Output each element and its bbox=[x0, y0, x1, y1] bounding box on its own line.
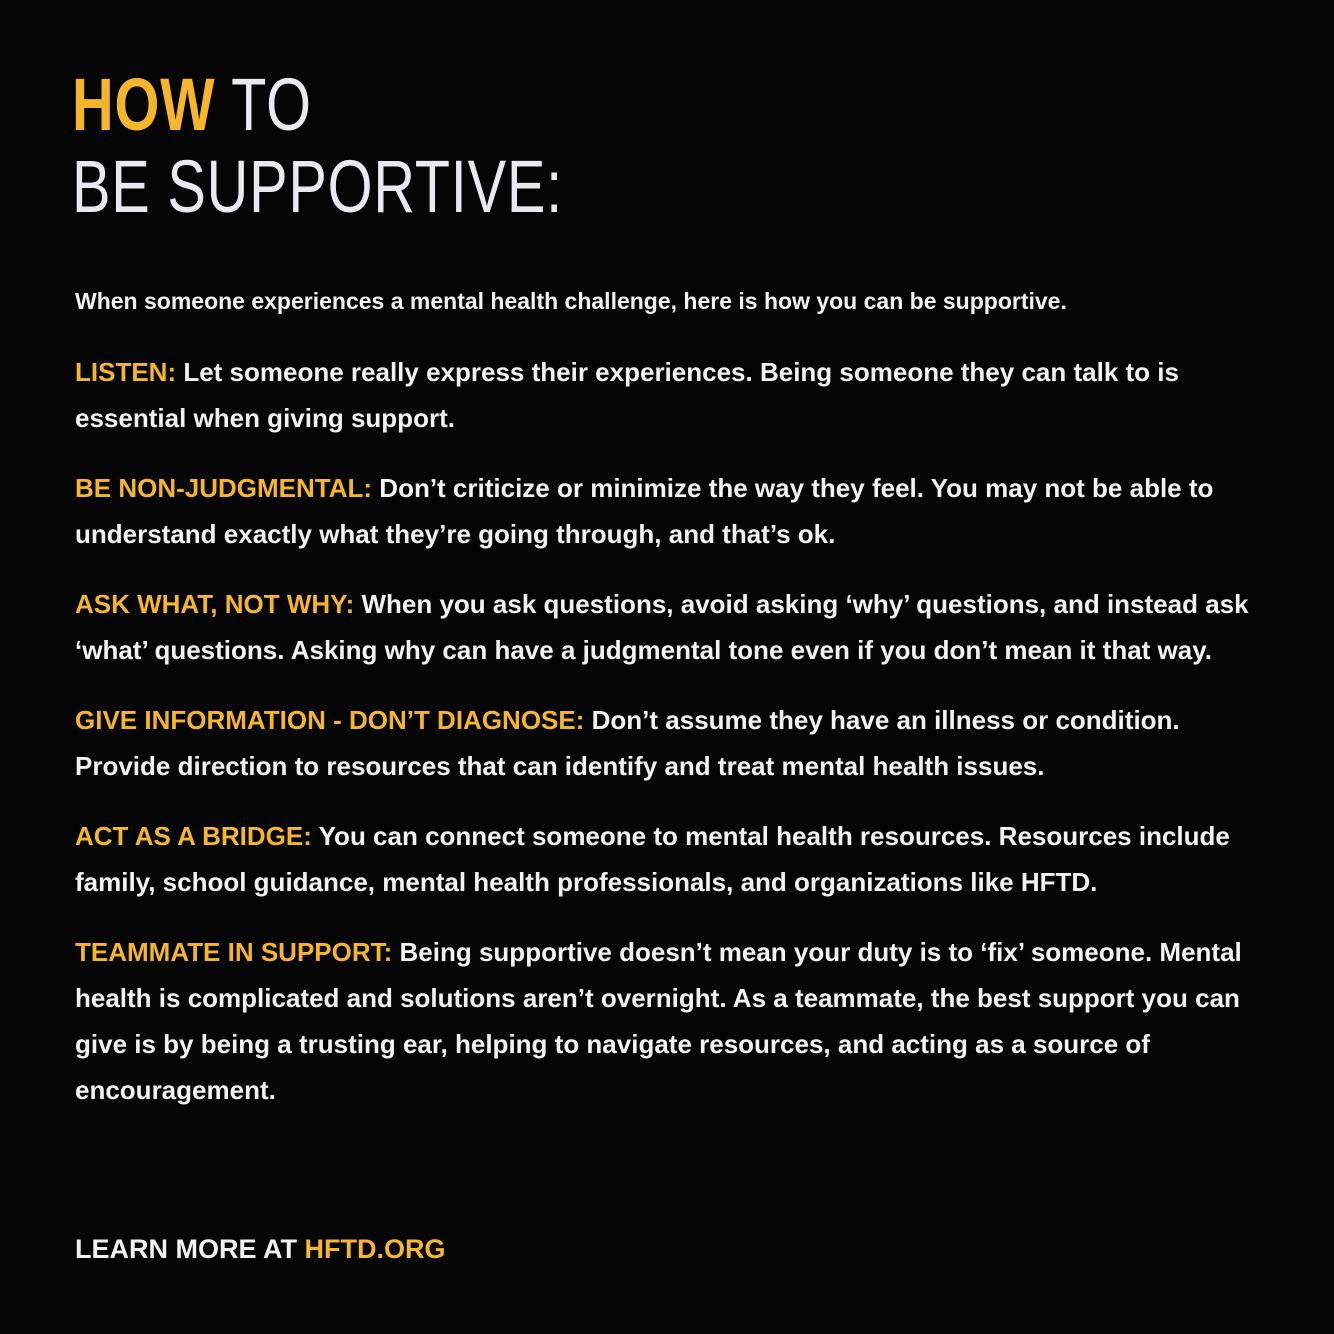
tip-teammate-in-support bbox=[75, 929, 1275, 1113]
tip-heading: ASK WHAT, NOT WHY: bbox=[75, 589, 355, 619]
title-line-1 bbox=[72, 64, 563, 146]
title-line-2: BE SUPPORTIVE: bbox=[72, 145, 564, 228]
title-line-1-rest: TO bbox=[215, 63, 312, 146]
page-title bbox=[72, 64, 702, 228]
tip-act-as-bridge bbox=[75, 813, 1275, 905]
footer-cta bbox=[75, 1226, 446, 1272]
tip-heading: TEAMMATE IN SUPPORT: bbox=[75, 937, 393, 967]
title-highlight: HOW bbox=[72, 63, 216, 146]
footer-prefix: LEARN MORE AT bbox=[75, 1234, 305, 1264]
tip-body: Being supportive doesn’t mean your duty is to ‘fix’ someone. Mental health is complicated and solutions aren’t overnight. As a teammate, the best support you can give is by being a trusting ear, helping to navigate resources, and acting as a source of encouragement. bbox=[75, 937, 1242, 1105]
tip-heading: ACT AS A BRIDGE: bbox=[75, 821, 312, 851]
tip-body: Don’t assume they have an illness or condition. Provide direction to resources that can identify and treat mental health issues. bbox=[75, 705, 1180, 781]
tip-listen bbox=[75, 349, 1275, 441]
tip-body: You can connect someone to mental health resources. Resources include family, school guidance, mental health professionals, and organizations like HFTD. bbox=[75, 821, 1230, 897]
tip-give-information bbox=[75, 697, 1275, 789]
tip-heading: BE NON-JUDGMENTAL: bbox=[75, 473, 373, 503]
tips-list bbox=[75, 349, 1275, 1137]
tip-non-judgmental bbox=[75, 465, 1275, 557]
tip-heading: GIVE INFORMATION - DON’T DIAGNOSE: bbox=[75, 705, 585, 735]
tip-ask-what bbox=[75, 581, 1275, 673]
tip-body: Don’t criticize or minimize the way they feel. You may not be able to understand exactly what they’re going through, and that’s ok. bbox=[75, 473, 1214, 549]
tip-body: When you ask questions, avoid asking ‘why’ questions, and instead ask ‘what’ questions. Asking why can have a judgmental tone even if you don’t mean it that way. bbox=[75, 589, 1249, 665]
website-link[interactable]: HFTD.ORG bbox=[304, 1234, 446, 1264]
intro-text: When someone experiences a mental health challenge, here is how you can be supportive. bbox=[75, 288, 1067, 314]
tip-heading: LISTEN: bbox=[75, 357, 177, 387]
tip-body: Let someone really express their experiences. Being someone they can talk to is essential when giving support. bbox=[75, 357, 1179, 433]
